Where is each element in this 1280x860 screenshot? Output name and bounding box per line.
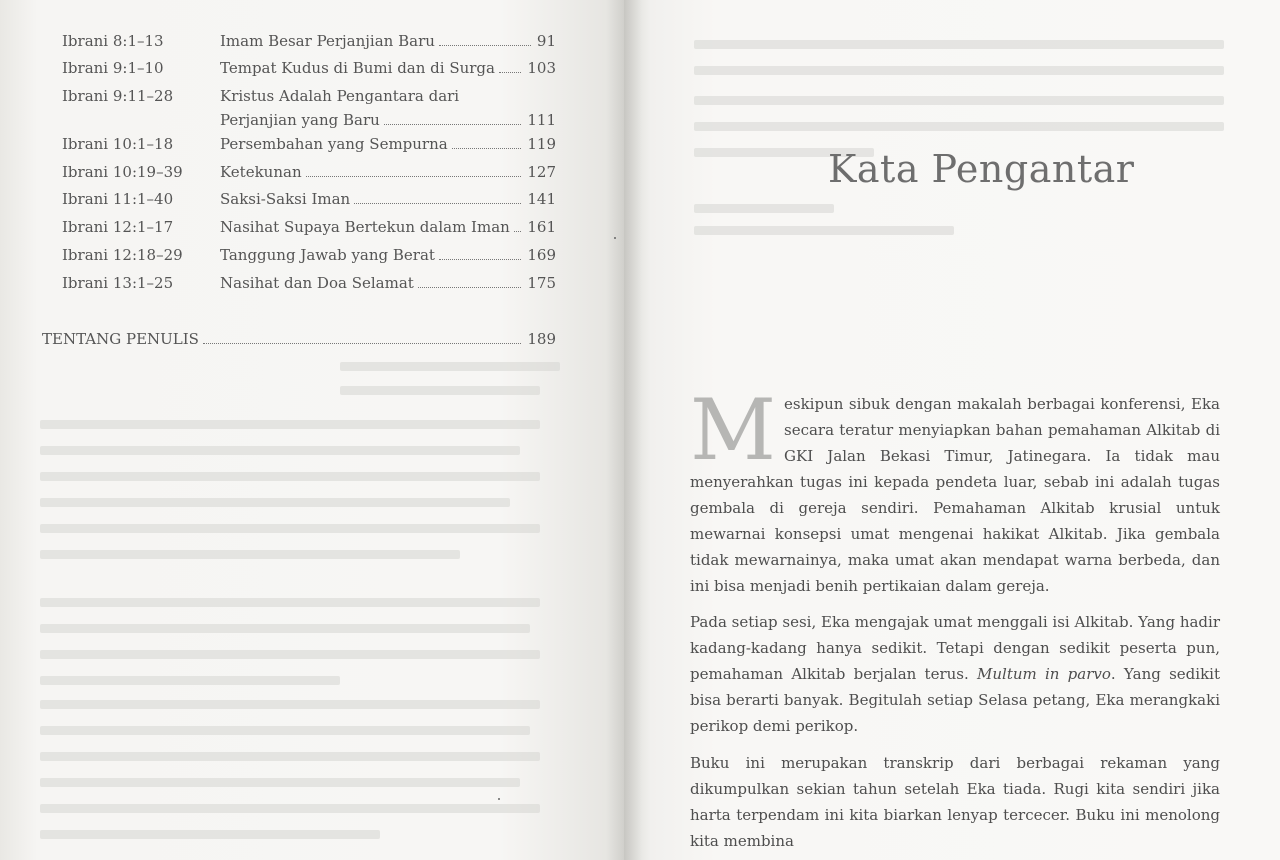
bleed-through: [40, 804, 540, 813]
toc-entry[interactable]: [62, 56, 556, 80]
dot-leader: [499, 72, 521, 73]
toc-page-number: 189: [527, 330, 556, 348]
bleed-through: [40, 830, 380, 839]
toc-ref: Ibrani 11:1–40: [62, 190, 174, 208]
chapter-title: Kata Pengantar: [828, 147, 1135, 191]
bleed-through: [40, 472, 540, 481]
paragraph-2-text: Pada setiap sesi, Eka mengajak umat menggali isi Alkitab. Yang hadir kadang-kadang hanya sedikit. Tetapi dengan sedikit peserta pun, pemahaman Alkitab berjalan terus.: [690, 613, 1220, 683]
dot-leader: [384, 124, 522, 125]
toc-title: Persembahan yang Sempurna: [220, 135, 448, 153]
book-gutter: [606, 0, 642, 860]
toc-title: Tanggung Jawab yang Berat: [220, 246, 435, 264]
toc-title: Ketekunan: [220, 163, 302, 181]
bleed-through: [694, 204, 834, 213]
toc-ref: Ibrani 10:1–18: [62, 135, 174, 153]
toc-page-number: 111: [527, 111, 556, 129]
paragraph-3: [690, 750, 1220, 854]
bleed-through: [40, 624, 530, 633]
paragraph-1: [690, 381, 1220, 599]
toc-ref: Ibrani 10:19–39: [62, 163, 183, 181]
dot-leader: [439, 259, 521, 260]
toc-entry[interactable]: [62, 160, 556, 184]
bleed-through: [40, 726, 530, 735]
toc-title: Saksi-Saksi Iman: [220, 190, 351, 208]
toc-ref: Ibrani 8:1–13: [62, 32, 164, 50]
bleed-through: [694, 66, 1224, 75]
toc-page-number: 169: [527, 246, 556, 264]
toc-entry[interactable]: [62, 243, 556, 267]
print-speck: [614, 237, 616, 239]
dot-leader: [439, 45, 531, 46]
toc-entry[interactable]: [62, 215, 556, 239]
toc-title-line1: Kristus Adalah Pengantara dari: [220, 87, 460, 105]
drop-cap: M: [690, 381, 777, 479]
bleed-through: [40, 524, 540, 533]
bleed-through: [40, 420, 540, 429]
toc-ref: Ibrani 9:1–10: [62, 59, 164, 77]
toc-ref: Ibrani 12:1–17: [62, 218, 174, 236]
toc-entry[interactable]: [62, 132, 556, 156]
bleed-through: [40, 778, 520, 787]
dot-leader: [203, 343, 521, 344]
toc-entry[interactable]: [62, 271, 556, 295]
toc-ref: Ibrani 12:18–29: [62, 246, 183, 264]
toc-title: Nasihat dan Doa Selamat: [220, 274, 414, 292]
dot-leader: [418, 287, 522, 288]
bleed-through: [40, 498, 510, 507]
toc-title: Nasihat Supaya Bertekun dalam Iman: [220, 218, 510, 236]
paragraph-1-text: eskipun sibuk dengan makalah berbagai konferensi, Eka secara teratur menyiapkan bahan pemahaman Alkitab di GKI Jalan Bekasi Timur, Jatinegara. Ia tidak mau menyerahkan tugas ini kepada pendeta luar, sebab ini adalah tugas gembala di gereja sendiri. Pemahaman Alkitab krusial untuk mewarnai konsepsi umat mengenai hakikat Alkitab. Jika gembala tidak mewarnainya, maka umat akan mendapat warna berbeda, dan ini bisa menjadi benih pertikaian dalam gereja.: [690, 395, 1220, 595]
bleed-through: [40, 752, 540, 761]
bleed-through: [40, 700, 540, 709]
left-page: [0, 0, 624, 860]
bleed-through: [40, 650, 540, 659]
toc-ref: Ibrani 9:11–28: [62, 87, 174, 105]
bleed-through: [340, 386, 540, 395]
toc-entry[interactable]: [62, 187, 556, 211]
print-speck: [498, 798, 500, 800]
toc-page-number: 161: [527, 218, 556, 236]
toc-title: Perjanjian yang Baru: [220, 111, 380, 129]
bleed-through: [694, 226, 954, 235]
toc-entry[interactable]: [62, 29, 556, 53]
bleed-through: [340, 362, 560, 371]
toc-title: Tempat Kudus di Bumi dan di Surga: [220, 59, 495, 77]
toc-page-number: 127: [527, 163, 556, 181]
bleed-through: [40, 446, 520, 455]
paragraph-3-text: Buku ini merupakan transkrip dari berbagai rekaman yang dikumpulkan sekian tahun setelah Eka tiada. Rugi kita sendiri jika harta terpendam ini kita biarkan lenyap tercecer. Buku ini menolong kita membina: [690, 754, 1220, 850]
bleed-through: [694, 122, 1224, 131]
latin-phrase: Multum in parvo: [977, 665, 1111, 683]
toc-about-author[interactable]: [42, 327, 556, 351]
toc-ref: Ibrani 13:1–25: [62, 274, 174, 292]
bleed-through: [694, 96, 1224, 105]
paragraph-2-text-end: . Yang sedikit bisa berarti banyak. Begitulah setiap Selasa petang, Eka merangkaki perikop demi perikop.: [690, 665, 1220, 735]
dot-leader: [354, 203, 521, 204]
paragraph-2: [690, 609, 1220, 739]
dot-leader: [306, 176, 522, 177]
bleed-through: [694, 40, 1224, 49]
toc-title: Imam Besar Perjanjian Baru: [220, 32, 435, 50]
bleed-through: [40, 598, 540, 607]
toc-title: TENTANG PENULIS: [42, 330, 199, 348]
toc-page-number: 175: [527, 274, 556, 292]
toc-entry[interactable]: [62, 84, 556, 132]
toc-page-number: 103: [527, 59, 556, 77]
dot-leader: [452, 148, 522, 149]
toc-page-number: 141: [527, 190, 556, 208]
dot-leader: [514, 231, 522, 232]
bleed-through: [40, 676, 340, 685]
toc-page-number: 119: [527, 135, 556, 153]
bleed-through: [40, 550, 460, 559]
toc-page-number: 91: [536, 32, 556, 50]
